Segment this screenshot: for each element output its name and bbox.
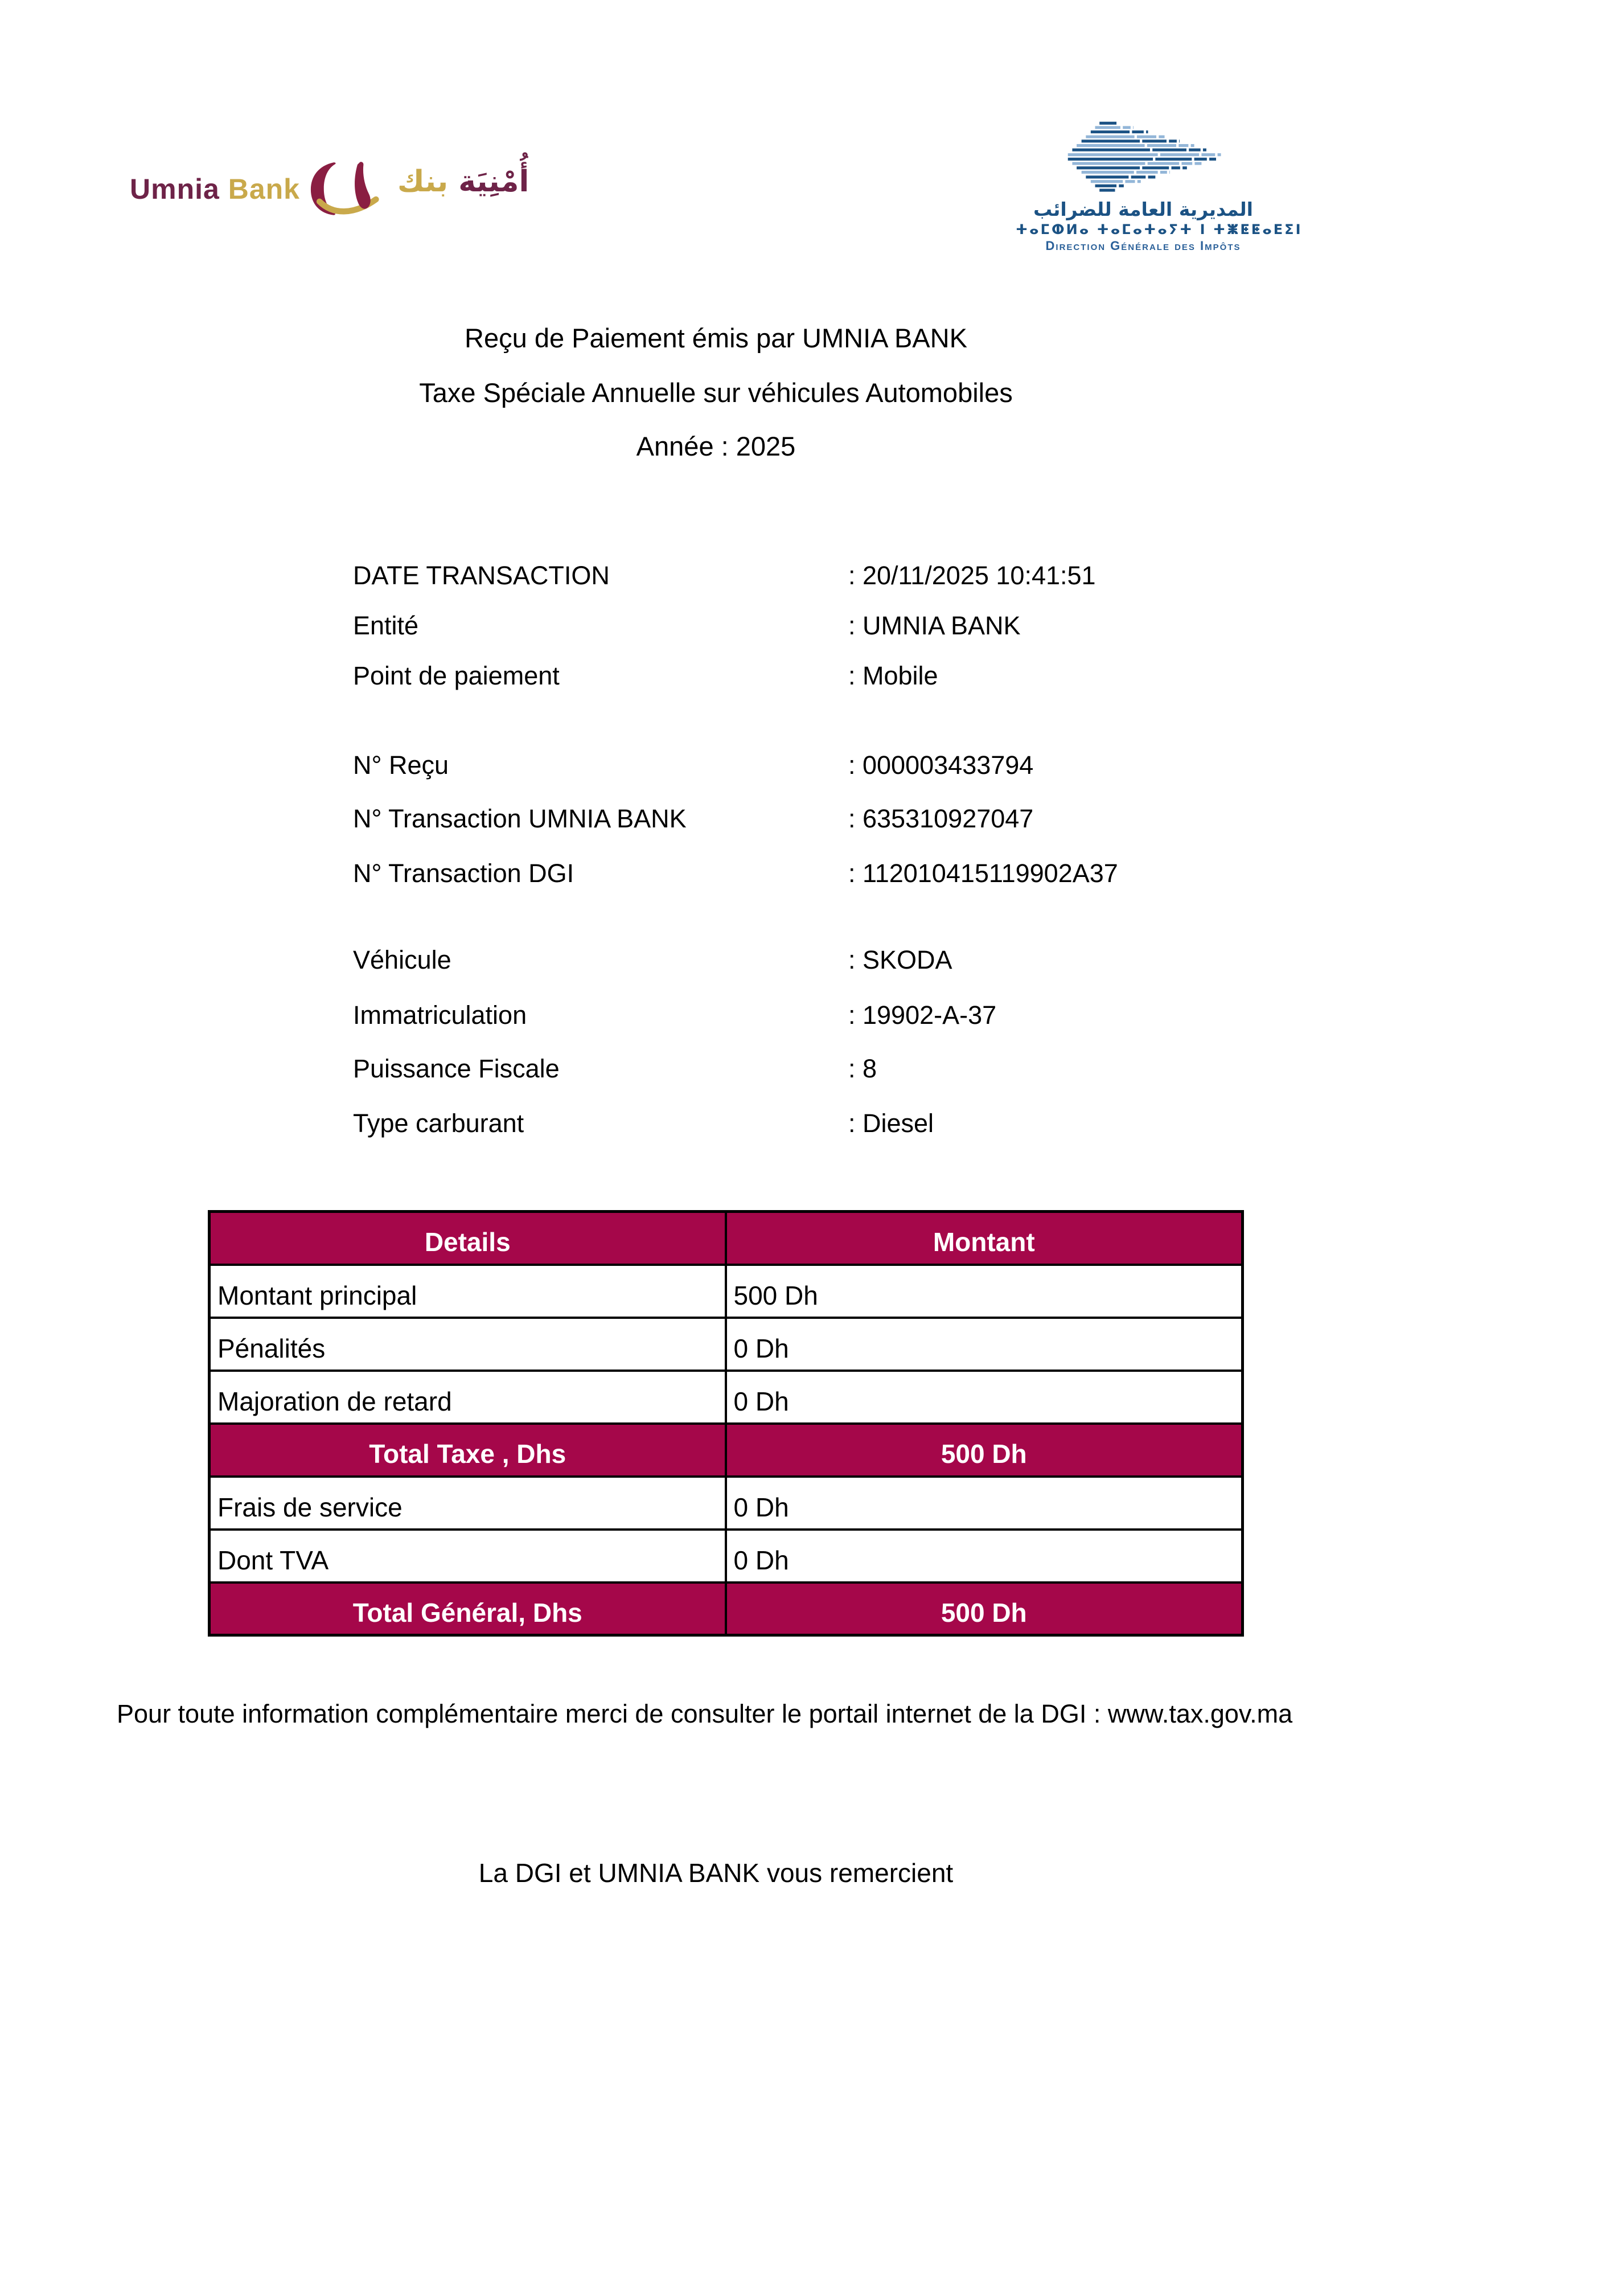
detail-label: Point de paiement xyxy=(353,661,560,690)
table-row-total-taxe xyxy=(210,1424,1243,1477)
row-amount: 500 Dh xyxy=(726,1265,1243,1318)
row-label: Majoration de retard xyxy=(210,1371,726,1424)
detail-row-num-trans-bank xyxy=(0,804,1622,838)
detail-label: DATE TRANSACTION xyxy=(353,561,610,590)
receipt-title: Reçu de Paiement émis par UMNIA BANK xyxy=(465,323,967,353)
row-label: Frais de service xyxy=(210,1477,726,1530)
detail-row-puissance xyxy=(0,1054,1622,1088)
umnia-bank-wordmark xyxy=(130,173,300,206)
amounts-table xyxy=(208,1210,1244,1637)
detail-value: : Diesel xyxy=(848,1109,934,1138)
detail-label: Immatriculation xyxy=(353,1001,527,1030)
table-row xyxy=(210,1265,1243,1318)
table-row xyxy=(210,1477,1243,1530)
table-row xyxy=(210,1371,1243,1424)
detail-value: : 19902-A-37 xyxy=(848,1001,997,1030)
table-row xyxy=(210,1530,1243,1582)
detail-label: N° Transaction UMNIA BANK xyxy=(353,804,687,833)
detail-row-carburant xyxy=(0,1109,1622,1143)
dgi-arabic-name: المديرية العامة للضرائب xyxy=(1033,198,1253,220)
detail-label: Puissance Fiscale xyxy=(353,1054,560,1083)
column-header-montant: Montant xyxy=(726,1212,1243,1265)
umnia-bank-arabic-wordmark xyxy=(397,165,529,199)
row-amount: 0 Dh xyxy=(726,1530,1243,1582)
detail-row-vehicule xyxy=(0,945,1622,979)
total-taxe-amount: 500 Dh xyxy=(726,1424,1243,1477)
detail-value: : 20/11/2025 10:41:51 xyxy=(848,561,1096,590)
detail-row-entite xyxy=(0,611,1622,645)
table-header-row xyxy=(210,1212,1243,1265)
detail-label: Entité xyxy=(353,611,419,640)
info-portal-note: Pour toute information complémentaire merci de consulter le portail internet de la DGI : www.tax.gov.ma xyxy=(117,1699,1293,1728)
row-label: Dont TVA xyxy=(210,1530,726,1582)
detail-value: : UMNIA BANK xyxy=(848,611,1021,640)
row-amount: 0 Dh xyxy=(726,1477,1243,1530)
umnia-arabic-word: أُمْنِيَة xyxy=(458,165,529,199)
detail-value: : Mobile xyxy=(848,661,938,690)
receipt-subtitle: Taxe Spéciale Annuelle sur véhicules Automobiles xyxy=(419,378,1013,408)
bank-word: Bank xyxy=(228,173,300,205)
column-header-details: Details xyxy=(210,1212,726,1265)
detail-row-num-trans-dgi xyxy=(0,859,1622,893)
detail-value: : 112010415119902A37 xyxy=(848,859,1118,888)
detail-value: : 8 xyxy=(848,1054,877,1083)
detail-row-point-paiement xyxy=(0,661,1622,695)
detail-value: : 635310927047 xyxy=(848,804,1034,833)
row-label: Montant principal xyxy=(210,1265,726,1318)
dgi-french-name: Direction Générale des Impôts xyxy=(1045,239,1241,253)
detail-label: N° Transaction DGI xyxy=(353,859,574,888)
table-row xyxy=(210,1318,1243,1371)
dgi-tifinagh-name: ⵜⴰⵎⵀⵍⴰ ⵜⴰⵎⴰⵜⴰⵢⵜ ⵏ ⵜⵥⵟⵟⴰⴹⵉⵏ xyxy=(1016,222,1303,237)
detail-value: : 000003433794 xyxy=(848,751,1034,780)
detail-label: Type carburant xyxy=(353,1109,524,1138)
bank-arabic-word: بنك xyxy=(397,165,449,199)
detail-label: Véhicule xyxy=(353,945,451,974)
detail-label: N° Reçu xyxy=(353,751,449,780)
detail-row-num-recu xyxy=(0,751,1622,785)
detail-row-date xyxy=(0,561,1622,595)
thanks-note: La DGI et UMNIA BANK vous remercient xyxy=(478,1858,954,1888)
umnia-word: Umnia xyxy=(130,173,220,205)
umnia-u-glyph-icon xyxy=(310,161,380,216)
table-row-total-general xyxy=(210,1582,1243,1635)
detail-row-immatriculation xyxy=(0,1001,1622,1035)
row-amount: 0 Dh xyxy=(726,1371,1243,1424)
total-general-amount: 500 Dh xyxy=(726,1582,1243,1635)
row-label: Pénalités xyxy=(210,1318,726,1371)
dgi-diamond-icon xyxy=(1049,121,1238,194)
total-taxe-label: Total Taxe , Dhs xyxy=(210,1424,726,1477)
dgi-logo xyxy=(1016,121,1303,253)
row-amount: 0 Dh xyxy=(726,1318,1243,1371)
total-general-label: Total Général, Dhs xyxy=(210,1582,726,1635)
receipt-year: Année : 2025 xyxy=(636,431,796,461)
detail-value: : SKODA xyxy=(848,945,952,974)
